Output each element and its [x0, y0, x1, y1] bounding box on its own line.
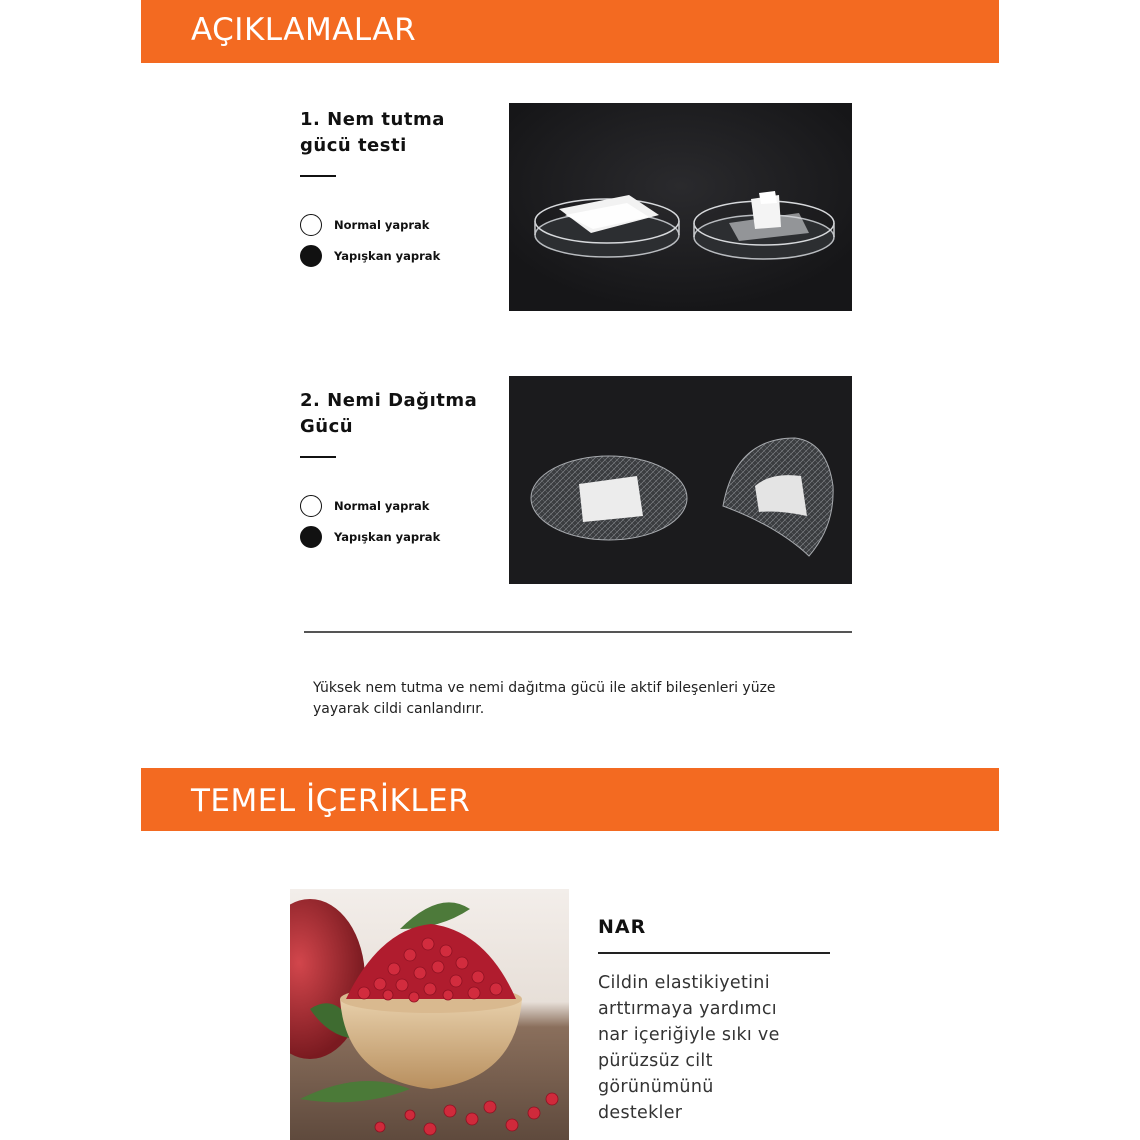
test-2-title	[300, 388, 477, 440]
legend-label: Yapışkan yaprak	[334, 530, 441, 544]
ingredient-divider	[598, 952, 830, 954]
sheet-mask-photo	[509, 376, 852, 584]
section-banner-aciklamalar	[141, 0, 999, 63]
description-text	[313, 678, 853, 720]
ingredient-line: görünümünü	[598, 1077, 714, 1097]
test-1-title-line2: gücü testi	[300, 135, 407, 156]
ingredient-description	[598, 970, 858, 1126]
title-dash	[300, 456, 336, 458]
hollow-circle-icon	[300, 495, 322, 517]
legend-normal	[300, 213, 429, 237]
section-banner-temel-icerikler	[141, 768, 999, 831]
legend-normal	[300, 494, 429, 518]
legend-sticky	[300, 244, 440, 268]
mask-sheets-illustration	[509, 376, 852, 584]
filled-circle-icon	[300, 245, 322, 267]
legend-label: Normal yaprak	[334, 499, 430, 513]
title-dash	[300, 175, 336, 177]
test-2-title-line2: Gücü	[300, 416, 354, 437]
ingredient-title: NAR	[598, 916, 647, 938]
pomegranate-bowl-illustration	[290, 889, 569, 1140]
section-title: TEMEL İÇERİKLER	[191, 783, 471, 819]
petri-dish-photo	[509, 103, 852, 311]
hollow-circle-icon	[300, 214, 322, 236]
ingredient-line: arttırmaya yardımcı	[598, 999, 777, 1019]
filled-circle-icon	[300, 526, 322, 548]
test-1-title-line1: 1. Nem tutma	[300, 109, 445, 130]
test-2-title-line1: 2. Nemi Dağıtma	[300, 390, 478, 411]
legend-label: Normal yaprak	[334, 218, 430, 232]
section-divider	[304, 631, 852, 633]
pomegranate-photo	[290, 889, 569, 1140]
ingredient-line: destekler	[598, 1103, 683, 1123]
description-line: Yüksek nem tutma ve nemi dağıtma gücü ile aktif bileşenleri yüze	[313, 680, 776, 696]
test-1-title	[300, 107, 445, 159]
ingredient-line: Cildin elastikiyetini	[598, 973, 770, 993]
legend-sticky	[300, 525, 440, 549]
legend-label: Yapışkan yaprak	[334, 249, 441, 263]
ingredient-line: pürüzsüz cilt	[598, 1051, 713, 1071]
ingredient-line: nar içeriğiyle sıkı ve	[598, 1025, 780, 1045]
section-title: AÇIKLAMALAR	[191, 12, 417, 48]
petri-dishes-illustration	[509, 103, 852, 311]
description-line: yayarak cildi canlandırır.	[313, 701, 485, 717]
